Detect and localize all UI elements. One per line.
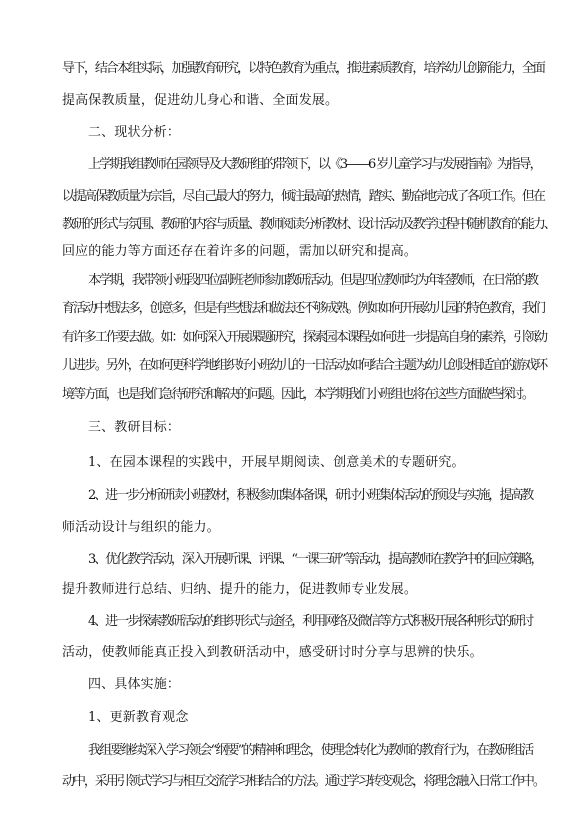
section-heading: 二、现状分析： xyxy=(88,125,181,140)
text-line: 育活动中想法多，创意多，但是有些想法和做法还不够成熟。例如如何开展幼儿园的特色教育，我们 xyxy=(62,301,544,316)
list-item: 1、在园本课程的实践中，开展早期阅读、创意美术的专题研究。 xyxy=(88,455,465,470)
text-line: 动中，采用引领式学习与相互交流学习相结合的方法。通过学习转变观念，将理念融入日常工作中。 xyxy=(62,774,544,789)
text-line: 上学期我组教师在园领导及大教研组的带领下，以《3——6 岁儿童学习与发展指南》为指导， xyxy=(88,157,541,172)
text-line: 师活动设计与组织的能力。 xyxy=(62,520,220,535)
section-heading: 三、教研目标： xyxy=(88,420,181,435)
text-line: 以提高保教质量为宗旨，尽自己最大的努力，倾注最高的热情，踏实、勤奋地完成了各项工作。但在 xyxy=(62,189,544,204)
text-line: 导下，结合本组实际，加强教育研究，以特色教育为重点，推进素质教育，培养幼儿创新能力，全面 xyxy=(62,61,544,76)
text-line: 本学期，我带领小班段四位副班老师参加教研活动。但是四位教师均为年轻教师，在日常的教 xyxy=(88,273,537,288)
list-item: 4、进一步探索教研活动的组织形式与途径，利用网络及微信等方式积极开展各种形式的研讨 xyxy=(88,614,533,629)
text-line: 儿进步。另外，在如何更科学地组织好小班幼儿的一日活动;如何结合主题为幼儿创设相适宜的游戏环 xyxy=(62,358,547,373)
text-line: 有许多工作要去做。如：如何深入开展课题研究，探索园本课程;如何进一步提高自身的素养，引领幼 xyxy=(62,330,547,345)
text-line: 教研的形式与氛围、教研的内容与质量、教师阅读分析教材、设计活动及教学过程中随机教育的能力、 xyxy=(62,217,555,232)
list-item: 3、优化教学活动，深入开展听课、评课、“一课三研”等活动，提高教师在教学中的回应策略， xyxy=(88,552,542,567)
list-item: 2、进一步分析研读小班教材，积极参加集体备课，研讨小班集体活动的预设与实施，提高教 xyxy=(88,488,533,503)
text-line: 提高保教质量，促进幼儿身心和谐、全面发展。 xyxy=(62,93,339,108)
text-line: 我组要继续深入学习领会“纲要”的精神和理念，使理念转化为教师的教育行为，在教研组活 xyxy=(88,743,533,758)
subsection-heading: 1、更新教育观念 xyxy=(88,710,189,725)
text-line: 提升教师进行总结、归纳、提升的能力，促进教师专业发展。 xyxy=(62,582,418,597)
text-line: 回应的能力等方面还存在着许多的问题，需加以研究和提高。 xyxy=(62,244,418,259)
section-heading: 四、具体实施： xyxy=(88,677,181,692)
text-line: 境等方面，也是我们急待研究和解决的问题。因此，本学期我们小班组也将在这些方面做些探讨。 xyxy=(62,387,533,402)
text-line: 活动，使教师能真正投入到教研活动中，感受研讨时分享与思辨的快乐。 xyxy=(62,645,483,660)
